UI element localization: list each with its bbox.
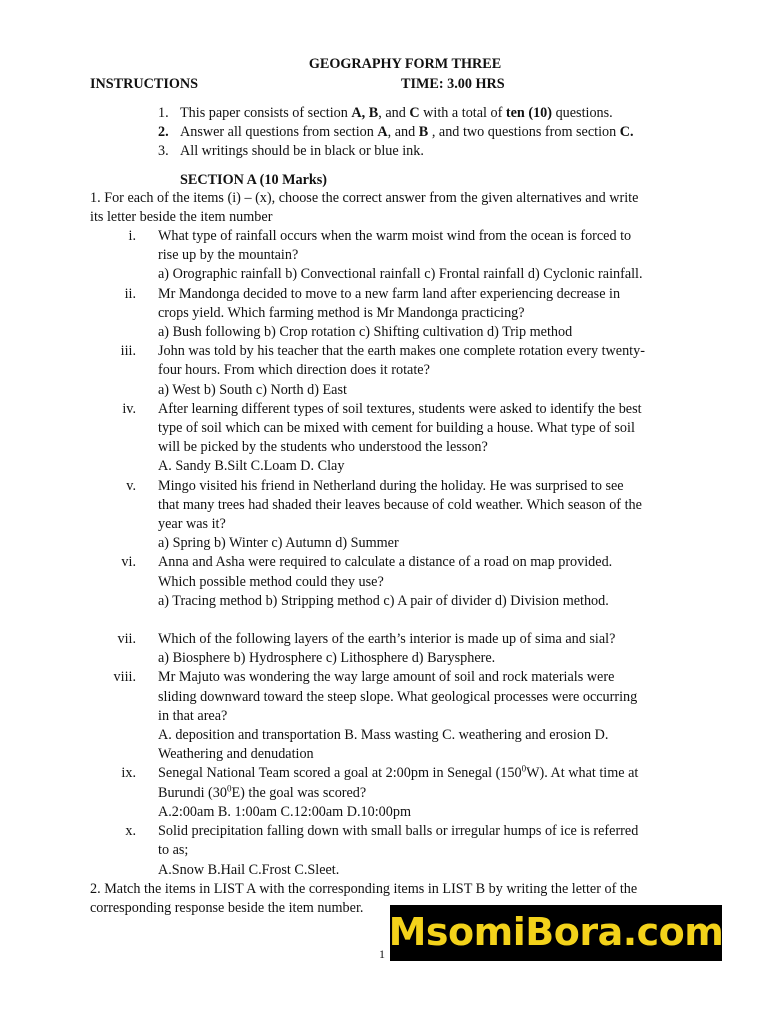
instruction-item bbox=[158, 123, 698, 142]
time-label: TIME: 3.00 HRS bbox=[401, 76, 505, 92]
item-options-line: a) Orographic rainfall b) Convectional rainfall c) Frontal rainfall d) Cyclonic rainfall. bbox=[158, 266, 643, 283]
item-stem-line: will be picked by the students who understood the lesson? bbox=[158, 439, 488, 456]
instruction-text: , and bbox=[378, 105, 410, 121]
question-item bbox=[90, 342, 700, 400]
stem-text: E) the goal was scored? bbox=[231, 784, 367, 801]
item-stem-line: Mr Mandonga decided to move to a new farm land after experiencing decrease in bbox=[158, 285, 621, 302]
instruction-text: Answer all questions from section bbox=[180, 124, 378, 141]
instruction-text: B bbox=[418, 124, 429, 141]
question-item bbox=[90, 553, 700, 611]
item-stem-line: Which possible method could they use? bbox=[158, 573, 384, 590]
item-options-line: A.Snow B.Hail C.Frost C.Sleet. bbox=[158, 861, 340, 878]
degree-superscript: 0 bbox=[521, 763, 527, 774]
item-stem-line: four hours. From which direction does it rotate? bbox=[158, 362, 430, 379]
item-stem-line bbox=[158, 784, 700, 803]
section-a-heading: SECTION A (10 Marks) bbox=[180, 172, 328, 188]
question-item bbox=[90, 668, 700, 764]
item-options-line: a) West b) South c) North d) East bbox=[158, 381, 347, 398]
item-stem-line: After learning different types of soil textures, students were asked to identify the best bbox=[158, 400, 642, 417]
question-item bbox=[90, 822, 700, 880]
question-item bbox=[90, 477, 700, 554]
intro-line: 1. For each of the items (i) – (x), choose the correct answer from the given alternatives and write bbox=[90, 190, 639, 206]
instruction-text: ten (10) bbox=[505, 105, 553, 121]
q2-line: 2. Match the items in LIST A with the corresponding items in LIST B by writing the letter of the bbox=[90, 881, 638, 897]
question-item bbox=[90, 764, 700, 822]
item-stem-line: crops yield. Which farming method is Mr Mandonga practicing? bbox=[158, 304, 525, 321]
item-stem-line: that many trees had shaded their leaves because of cold weather. Which season of the bbox=[158, 496, 642, 513]
item-numeral: v. bbox=[126, 477, 136, 494]
item-stem-line: Solid precipitation falling down with small balls or irregular humps of ice is referred bbox=[158, 823, 639, 840]
item-stem-line: Mingo visited his friend in Netherland during the holiday. He was surprised to see bbox=[158, 477, 624, 494]
item-stem-line: type of soil which can be mixed with cement for building a house. What type of soil bbox=[158, 420, 635, 437]
item-numeral: iv. bbox=[122, 400, 136, 417]
instruction-text: A, B bbox=[351, 105, 379, 121]
instruction-text: All writings should be in black or blue ink. bbox=[180, 143, 424, 160]
paper-title: GEOGRAPHY FORM THREE bbox=[308, 56, 502, 72]
item-options-line: A. Sandy B.Silt C.Loam D. Clay bbox=[158, 458, 345, 475]
instruction-text: C bbox=[409, 105, 420, 121]
item-numeral: viii. bbox=[113, 669, 136, 686]
item-options-line: A.2:00am B. 1:00am C.12:00am D.10:00pm bbox=[158, 803, 411, 820]
item-options-line: a) Biosphere b) Hydrosphere c) Lithosphere d) Barysphere. bbox=[158, 650, 496, 667]
instruction-text: A bbox=[377, 124, 388, 141]
page-number: 1 bbox=[379, 947, 385, 961]
item-stem-line bbox=[158, 764, 700, 783]
item-stem-line: John was told by his teacher that the earth makes one complete rotation every twenty- bbox=[158, 343, 645, 360]
item-numeral: vi. bbox=[121, 554, 136, 571]
instruction-number: 3. bbox=[158, 143, 169, 160]
instruction-number: 2. bbox=[158, 124, 169, 141]
logo-text: MsomiBora.com bbox=[388, 910, 724, 955]
item-options-line: A. deposition and transportation B. Mass wasting C. weathering and erosion D. bbox=[158, 727, 609, 744]
stem-text: Burundi (30 bbox=[158, 784, 227, 801]
item-stem-line: What type of rainfall occurs when the warm moist wind from the ocean is forced to bbox=[158, 228, 632, 244]
instruction-text: , and bbox=[387, 124, 419, 141]
item-numeral: iii. bbox=[120, 343, 136, 360]
item-options-line: Weathering and denudation bbox=[158, 746, 314, 763]
instruction-item bbox=[158, 104, 698, 123]
item-stem-line: sliding downward toward the steep slope. What geological processes were occurring bbox=[158, 688, 638, 705]
item-numeral: vii. bbox=[117, 631, 136, 648]
degree-superscript: 0 bbox=[226, 782, 232, 793]
item-stem-line: Anna and Asha were required to calculate a distance of a road on map provided. bbox=[158, 554, 613, 571]
spacer bbox=[90, 611, 700, 630]
item-stem-line: year was it? bbox=[158, 516, 226, 533]
instructions-list bbox=[158, 104, 698, 162]
instructions-label: INSTRUCTIONS bbox=[90, 76, 199, 92]
instruction-number: 1. bbox=[158, 105, 169, 121]
item-numeral: x. bbox=[125, 823, 136, 840]
q2-line: corresponding response beside the item number. bbox=[90, 900, 364, 917]
instruction-text: questions. bbox=[552, 105, 613, 121]
stem-text: Senegal National Team scored a goal at 2:00pm in Senegal (150 bbox=[158, 765, 522, 782]
instruction-text: C. bbox=[619, 124, 634, 141]
instruction-text: This paper consists of section bbox=[180, 105, 352, 121]
question-item bbox=[90, 227, 700, 285]
item-stem-line: rise up by the mountain? bbox=[158, 247, 299, 264]
question-item bbox=[90, 400, 700, 477]
stem-text: W). At what time at bbox=[526, 765, 639, 782]
item-numeral: ii. bbox=[124, 285, 136, 302]
question-1-items bbox=[90, 227, 700, 880]
item-stem-line: to as; bbox=[158, 842, 189, 859]
question-item bbox=[90, 285, 700, 343]
question-item bbox=[90, 630, 700, 668]
instruction-item bbox=[158, 142, 698, 161]
instruction-text: with a total of bbox=[419, 105, 506, 121]
question-1-intro bbox=[90, 189, 690, 227]
instructions-header-row bbox=[90, 75, 680, 94]
instruction-text: , and two questions from section bbox=[428, 124, 620, 141]
item-stem-line: in that area? bbox=[158, 707, 228, 724]
item-stem-line: Which of the following layers of the earth’s interior is made up of sima and sial? bbox=[158, 631, 616, 648]
item-options-line: a) Spring b) Winter c) Autumn d) Summer bbox=[158, 535, 399, 552]
item-options-line: a) Bush following b) Crop rotation c) Shifting cultivation d) Trip method bbox=[158, 324, 573, 341]
item-numeral: i. bbox=[128, 228, 136, 244]
item-options-line: a) Tracing method b) Stripping method c) A pair of divider d) Division method. bbox=[158, 592, 609, 609]
item-numeral: ix. bbox=[121, 765, 136, 782]
item-stem-line: Mr Majuto was wondering the way large amount of soil and rock materials were bbox=[158, 669, 615, 686]
intro-line: its letter beside the item number bbox=[90, 209, 273, 226]
msomibora-logo bbox=[390, 905, 722, 961]
